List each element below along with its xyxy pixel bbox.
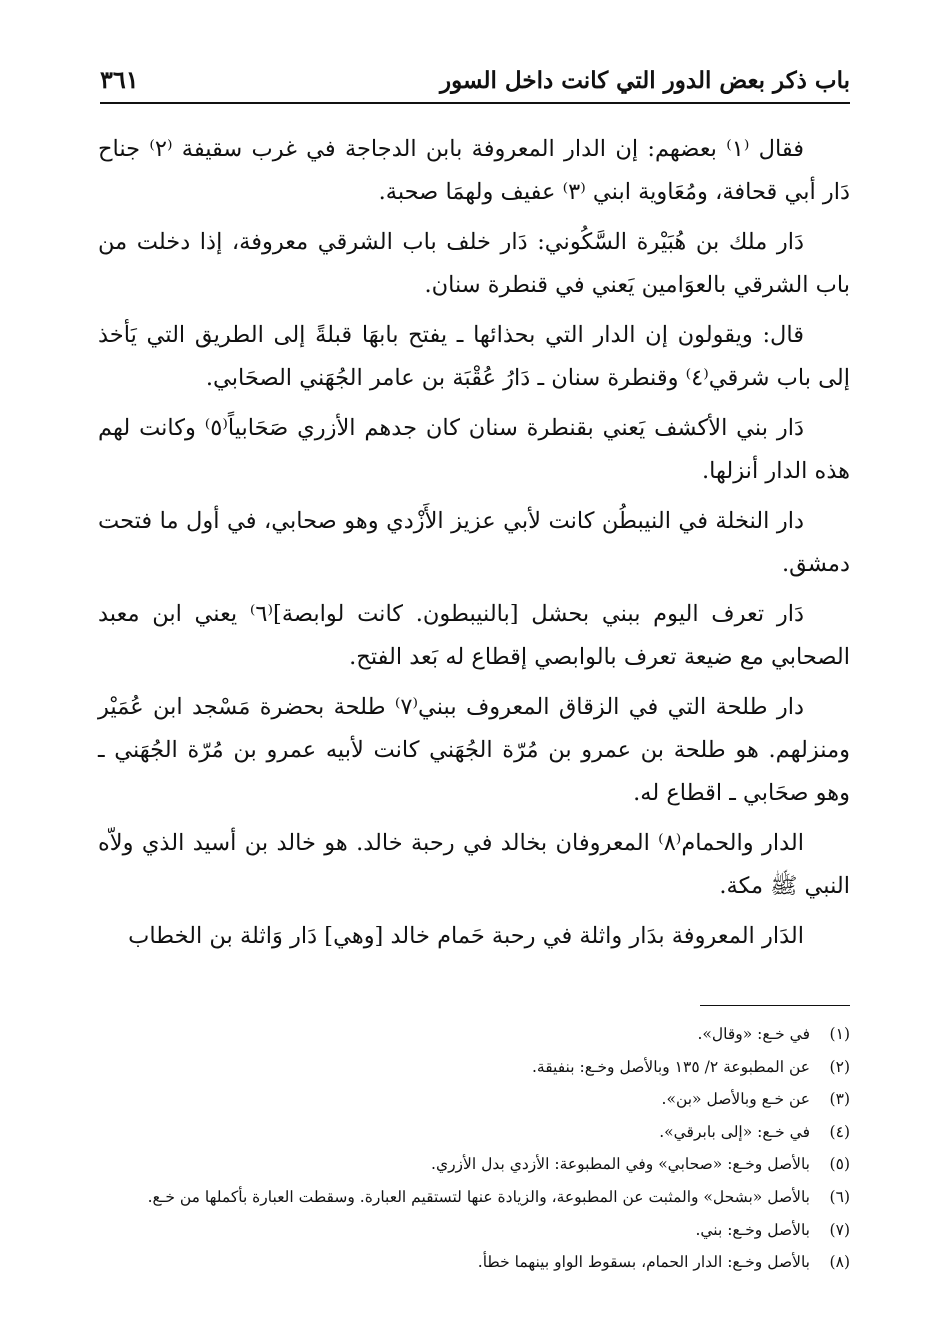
footnote — [98, 1214, 850, 1247]
footnote — [98, 1116, 850, 1149]
paragraph: الدَار المعروفة بدَار واثلة في رحبة حَمام خالد [وهي] دَار وَاثلة بن الخطاب — [128, 923, 804, 949]
footnote-number: (٥) — [829, 1155, 850, 1174]
footnote — [98, 1181, 850, 1214]
footnote-number: (٢) — [829, 1057, 850, 1076]
main-text — [98, 128, 850, 958]
footnote — [98, 1051, 850, 1084]
footnote-text: في خـع: «وقال». — [697, 1025, 810, 1043]
page-header — [100, 58, 850, 104]
footnote-number: (٤) — [829, 1122, 850, 1141]
footnote-number: (٦) — [829, 1187, 850, 1206]
footnote — [98, 1083, 850, 1116]
paragraph: دار طلحة التي في الزقاق المعروف ببني⁽٧⁾ طلحة بحضرة مَسْجد ابن عُمَيْر ومنزلهم. هو طلحة بن عمرو بن مُرّة الجُهَني كانت لأبيه عمرو بن مُرّة الجُهَني ـ وهو صحَابي ـ اقطاع له. — [98, 694, 850, 806]
footnote-number: (١) — [829, 1025, 850, 1043]
footnote — [98, 1148, 850, 1181]
footnote-text: بالأصل «بشحل» والمثبت عن المطبوعة، والزيادة عنها لتستقيم العبارة. وسقطت العبارة بأكملها من خـع. — [147, 1187, 810, 1206]
footnote — [98, 1246, 850, 1279]
footnote-number: (٨) — [829, 1253, 850, 1272]
footnote-number: (٣) — [829, 1090, 850, 1109]
footnote-text: بالأصل وخـع: بني. — [695, 1220, 810, 1239]
footnote-text: بالأصل وخـع: الدار الحمام، بسقوط الواو بينهما خطأ. — [477, 1253, 810, 1272]
chapter-title: باب ذكر بعض الدور التي كانت داخل السور — [440, 67, 850, 94]
paragraph: دَار تعرف اليوم ببني بحشل [بالنيبطون. كانت لوابصة]⁽٦⁾ يعني ابن معبد الصحابي مع ضيعة تعرف بالوابصي إقطاع له بَعد الفتح. — [98, 601, 850, 670]
footnote — [98, 1018, 850, 1051]
footnote-text: بالأصل وخـع: «صحابي» وفي المطبوعة: الأزدي بدل الأزري. — [431, 1155, 810, 1174]
footnotes — [98, 1018, 850, 1279]
paragraph: دار النخلة في النيبطُن كانت لأبي عزيز الأَزْدي وهو صحابي، في أول ما فتحت دمشق. — [98, 508, 850, 577]
footnote-text: في خـع: «إلى بابرقي». — [659, 1122, 810, 1141]
paragraph: فقال ⁽١⁾ بعضهم: إن الدار المعروفة بابن الدجاجة في غرب سقيفة ⁽٢⁾ جناح دَار أبي قحافة، ومُعَاوية ابني ⁽٣⁾ عفيف ولهمَا صحبة. — [98, 136, 850, 205]
footnote-text: عن خـع وبالأصل «بن». — [661, 1090, 810, 1109]
paragraph: قال: ويقولون إن الدار التي بحذائها ـ يفتح بابهَا قبلةً إلى الطريق التي يَأخذ إلى باب شرقي⁽٤⁾ وقنطرة سنان ـ دَارُ عُقْبَة بن عامر الجُهَني الصحَابي. — [98, 322, 850, 391]
paragraph: دَار ملك بن هُبَيْرة السَّكُوني: دَار خلف باب الشرقي معروفة، إذا دخلت من باب الشرقي بالعوَامين يَعني في قنطرة سنان. — [98, 229, 850, 298]
page-number: ٣٦١ — [100, 65, 139, 94]
paragraph: الدار والحمام⁽٨⁾ المعروفان بخالد في رحبة خالد. هو خالد بن أسيد الذي ولاّه النبي ﷺ مكة. — [98, 830, 850, 899]
paragraph: دَار بني الأكشف يَعني بقنطرة سنان كان جدهم الأزري صَحَابياً⁽٥⁾ وكانت لهم هذه الدار أنزلها. — [98, 415, 850, 484]
footnote-number: (٧) — [829, 1220, 850, 1239]
footnote-text: عن المطبوعة ٢/ ١٣٥ وبالأصل وخـع: بنفيقة. — [531, 1057, 810, 1076]
footnote-separator — [700, 1005, 850, 1006]
